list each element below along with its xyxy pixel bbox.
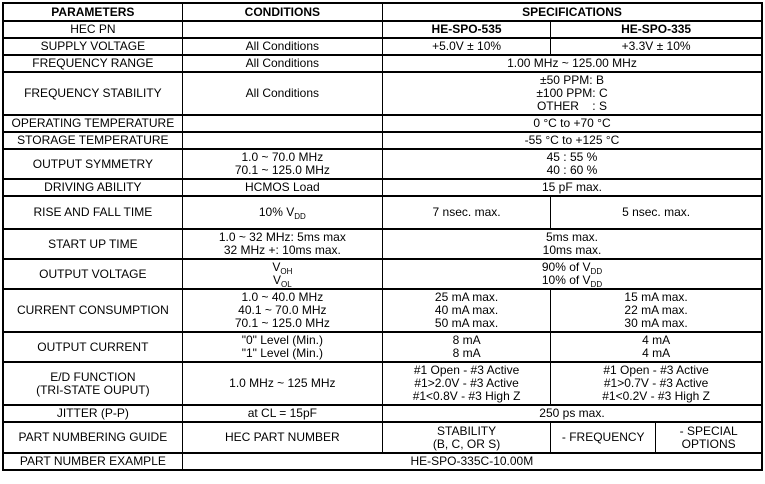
part-number-example-text: HE-SPO-335C-10.00M	[410, 454, 534, 468]
part-numbering-guide-text: - SPECIAL	[679, 423, 738, 438]
supply-voltage-text: SUPPLY VOLTAGE	[40, 39, 146, 53]
part-numbering-guide-text: PART NUMBERING GUIDE	[18, 430, 168, 444]
output-current-cell	[551, 332, 762, 362]
part-numbering-guide-text: (B, C, OR S)	[432, 436, 501, 451]
supply-voltage-cell	[3, 38, 182, 55]
frequency-stability-text: ±100 PPM: C	[536, 86, 608, 100]
driving-ability-text: DRIVING ABILITY	[44, 180, 142, 194]
current-consumption-text: 22 mA max.	[624, 303, 688, 317]
frequency-stability-text: FREQUENCY STABILITY	[24, 86, 162, 100]
ed-function-text: E/D FUNCTION	[50, 369, 136, 384]
frequency-stability-text: ±50 PPM: B	[540, 73, 604, 87]
frequency-range-text: FREQUENCY RANGE	[32, 56, 154, 70]
driving-ability-text: HCMOS Load	[244, 180, 320, 194]
driving-ability-cell	[382, 179, 762, 196]
part-numbering-guide-cell	[182, 422, 382, 453]
output-current-cell	[182, 332, 382, 362]
output-voltage-text: $V_{OH}$	[272, 260, 293, 276]
operating-temperature-text: OPERATING TEMPERATURE	[11, 116, 175, 130]
output-symmetry-text: 70.1 ~ 125.0 MHz	[234, 163, 330, 177]
output-voltage-text: 10% of $V_{DD}$	[541, 273, 603, 289]
frequency-range-cell	[182, 55, 382, 72]
row-ed-function	[3, 362, 762, 405]
start-up-time-text: 1.0 ~ 32 MHz: 5ms max	[218, 230, 346, 244]
ed-function-text: #1>0.7V - #3 Active	[603, 376, 709, 390]
frequency-stability-text: OTHER : S	[536, 99, 607, 113]
operating-temperature-text	[185, 117, 380, 130]
frequency-stability-text: All Conditions	[245, 86, 320, 100]
output-symmetry-cell	[182, 149, 382, 179]
row-jitter-p-p	[3, 405, 762, 422]
operating-temperature-text: 0 °C to +70 °C	[533, 116, 611, 130]
part-numbering-guide-cell	[382, 422, 550, 453]
header-text: PARAMETERS	[51, 4, 135, 19]
operating-temperature-cell	[3, 115, 182, 132]
ed-function-text: #1<0.2V - #3 High Z	[602, 389, 710, 403]
output-current-text: "0" Level (Min.)	[241, 333, 323, 347]
part-numbering-guide-cell	[3, 422, 182, 453]
frequency-range-cell	[3, 55, 182, 72]
start-up-time-cell	[182, 229, 382, 259]
part-numbering-guide-cell	[656, 422, 762, 453]
output-current-text: 8 mA	[452, 346, 481, 360]
row-current-consumption	[3, 289, 762, 332]
rise-and-fall-time-cell	[182, 196, 382, 229]
ed-function-text: #1<0.8V - #3 High Z	[412, 389, 521, 403]
row-output-current	[3, 332, 762, 362]
frequency-range-cell	[382, 55, 762, 72]
supply-voltage-text: +5.0V ± 10%	[432, 39, 502, 53]
hec-pn-text: HE-SPO-535	[431, 22, 502, 36]
ed-function-cell	[382, 362, 550, 405]
ed-function-cell	[3, 362, 182, 405]
driving-ability-text: 15 pF max.	[541, 180, 602, 194]
current-consumption-text: 15 mA max.	[624, 290, 688, 304]
row-supply-voltage	[3, 38, 762, 55]
output-voltage-cell	[3, 259, 182, 289]
output-current-text: "1" Level (Min.)	[241, 346, 323, 360]
oscillator-spec-table	[2, 2, 763, 471]
frequency-stability-cell	[3, 72, 182, 115]
supply-voltage-cell	[182, 38, 382, 55]
output-current-text: OUTPUT CURRENT	[37, 339, 149, 354]
jitter-p-p-text: JITTER (P-P)	[56, 406, 129, 420]
hec-pn-cell	[382, 21, 550, 38]
output-current-cell	[382, 332, 550, 362]
rise-and-fall-time-text: 7 nsec. max.	[432, 205, 501, 219]
row-operating-temperature	[3, 115, 762, 132]
start-up-time-text: 5ms max.	[545, 230, 598, 244]
storage-temperature-cell	[3, 132, 182, 149]
header-text: SPECIFICATIONS	[522, 4, 622, 19]
output-symmetry-text: 40 : 60 %	[546, 163, 598, 177]
frequency-stability-cell	[182, 72, 382, 115]
current-consumption-text: CURRENT CONSUMPTION	[16, 303, 169, 317]
supply-voltage-text: All Conditions	[245, 39, 320, 53]
supply-voltage-cell	[551, 38, 762, 55]
output-current-text: 8 mA	[452, 333, 481, 347]
row-output-symmetry	[3, 149, 762, 179]
hec-pn-cell	[551, 21, 762, 38]
part-number-example-cell	[182, 453, 762, 470]
storage-temperature-text: STORAGE TEMPERATURE	[17, 133, 169, 147]
driving-ability-cell	[3, 179, 182, 196]
part-numbering-guide-cell	[551, 422, 656, 453]
current-consumption-text: 40.1 ~ 70.0 MHz	[238, 303, 327, 317]
ed-function-cell	[182, 362, 382, 405]
row-part-numbering-guide	[3, 422, 762, 453]
part-numbering-guide-text: HEC PART NUMBER	[225, 430, 340, 444]
output-voltage-cell	[382, 259, 762, 289]
operating-temperature-cell	[382, 115, 762, 132]
current-consumption-text: 30 mA max.	[624, 316, 688, 330]
start-up-time-text: 32 MHz +: 10ms max.	[223, 243, 341, 257]
start-up-time-text: 10ms max.	[542, 243, 602, 257]
output-symmetry-text: 1.0 ~ 70.0 MHz	[241, 150, 324, 164]
part-numbering-guide-text: OPTIONS	[681, 436, 736, 451]
rise-and-fall-time-cell	[3, 196, 182, 229]
rise-and-fall-time-text: 10% $V_{DD}$	[258, 205, 306, 221]
output-current-text: 4 mA	[642, 333, 671, 347]
current-consumption-cell	[182, 289, 382, 332]
current-consumption-cell	[551, 289, 762, 332]
current-consumption-text: 25 mA max.	[434, 290, 499, 304]
supply-voltage-cell	[382, 38, 550, 55]
storage-temperature-text	[185, 134, 380, 147]
output-voltage-text: OUTPUT VOLTAGE	[39, 266, 147, 281]
part-number-example-text: PART NUMBER EXAMPLE	[19, 454, 166, 468]
row-start-up-time	[3, 229, 762, 259]
current-consumption-text: 50 mA max.	[434, 316, 499, 330]
jitter-p-p-text: 250 ps max.	[539, 406, 605, 420]
start-up-time-text: START UP TIME	[48, 236, 138, 251]
hec-pn-cell	[3, 21, 182, 38]
ed-function-text: 1.0 MHz ~ 125 MHz	[229, 376, 336, 390]
output-symmetry-text: OUTPUT SYMMETRY	[32, 156, 153, 171]
row-part-number-example	[3, 453, 762, 470]
ed-function-cell	[551, 362, 762, 405]
ed-function-text: #1>2.0V - #3 Active	[414, 376, 519, 390]
part-numbering-guide-text: STABILITY	[437, 423, 497, 438]
current-consumption-cell	[3, 289, 182, 332]
row-hec-pn	[3, 21, 762, 38]
current-consumption-text: 70.1 ~ 125.0 MHz	[234, 316, 330, 330]
jitter-p-p-text: at CL = 15pF	[247, 406, 317, 420]
output-symmetry-cell	[382, 149, 762, 179]
current-consumption-text: 40 mA max.	[434, 303, 499, 317]
row-driving-ability	[3, 179, 762, 196]
output-voltage-cell	[182, 259, 382, 289]
jitter-p-p-cell	[382, 405, 762, 422]
row-storage-temperature	[3, 132, 762, 149]
output-current-cell	[3, 332, 182, 362]
header-cell	[182, 3, 382, 21]
hec-pn-text	[185, 23, 380, 36]
frequency-stability-cell	[382, 72, 762, 115]
ed-function-text: #1 Open - #3 Active	[603, 363, 709, 377]
start-up-time-cell	[3, 229, 182, 259]
row-frequency-stability	[3, 72, 762, 115]
part-number-example-cell	[3, 453, 182, 470]
rise-and-fall-time-cell	[382, 196, 550, 229]
row-header	[3, 3, 762, 21]
row-frequency-range	[3, 55, 762, 72]
header-cell	[382, 3, 762, 21]
current-consumption-cell	[382, 289, 550, 332]
storage-temperature-cell	[182, 132, 382, 149]
storage-temperature-text: -55 °C to +125 °C	[524, 133, 620, 147]
rise-and-fall-time-text: RISE AND FALL TIME	[33, 205, 153, 219]
output-current-text: 4 mA	[642, 346, 671, 360]
operating-temperature-cell	[182, 115, 382, 132]
storage-temperature-cell	[382, 132, 762, 149]
rise-and-fall-time-text: 5 nsec. max.	[622, 205, 691, 219]
frequency-range-text: 1.00 MHz ~ 125.00 MHz	[507, 56, 637, 70]
ed-function-text: (TRI-STATE OUPUT)	[36, 382, 150, 397]
rise-and-fall-time-cell	[551, 196, 762, 229]
ed-function-text: #1 Open - #3 Active	[413, 363, 520, 377]
hec-pn-text: HEC PN	[70, 22, 116, 36]
frequency-range-text: All Conditions	[245, 56, 320, 70]
hec-pn-text: HE-SPO-335	[621, 22, 692, 36]
driving-ability-cell	[182, 179, 382, 196]
hec-pn-cell	[182, 21, 382, 38]
start-up-time-cell	[382, 229, 762, 259]
current-consumption-text: 1.0 ~ 40.0 MHz	[241, 290, 324, 304]
supply-voltage-text: +3.3V ± 10%	[621, 39, 691, 53]
output-voltage-text: $V_{OL}$	[273, 273, 292, 289]
row-rise-and-fall-time	[3, 196, 762, 229]
header-cell	[3, 3, 182, 21]
output-voltage-text: 90% of $V_{DD}$	[541, 260, 603, 276]
output-symmetry-text: 45 : 55 %	[546, 150, 598, 164]
part-numbering-guide-text: - FREQUENCY	[561, 430, 645, 444]
output-symmetry-cell	[3, 149, 182, 179]
jitter-p-p-cell	[182, 405, 382, 422]
spec-table-body	[3, 3, 762, 470]
jitter-p-p-cell	[3, 405, 182, 422]
row-output-voltage	[3, 259, 762, 289]
header-text: CONDITIONS	[244, 4, 321, 19]
